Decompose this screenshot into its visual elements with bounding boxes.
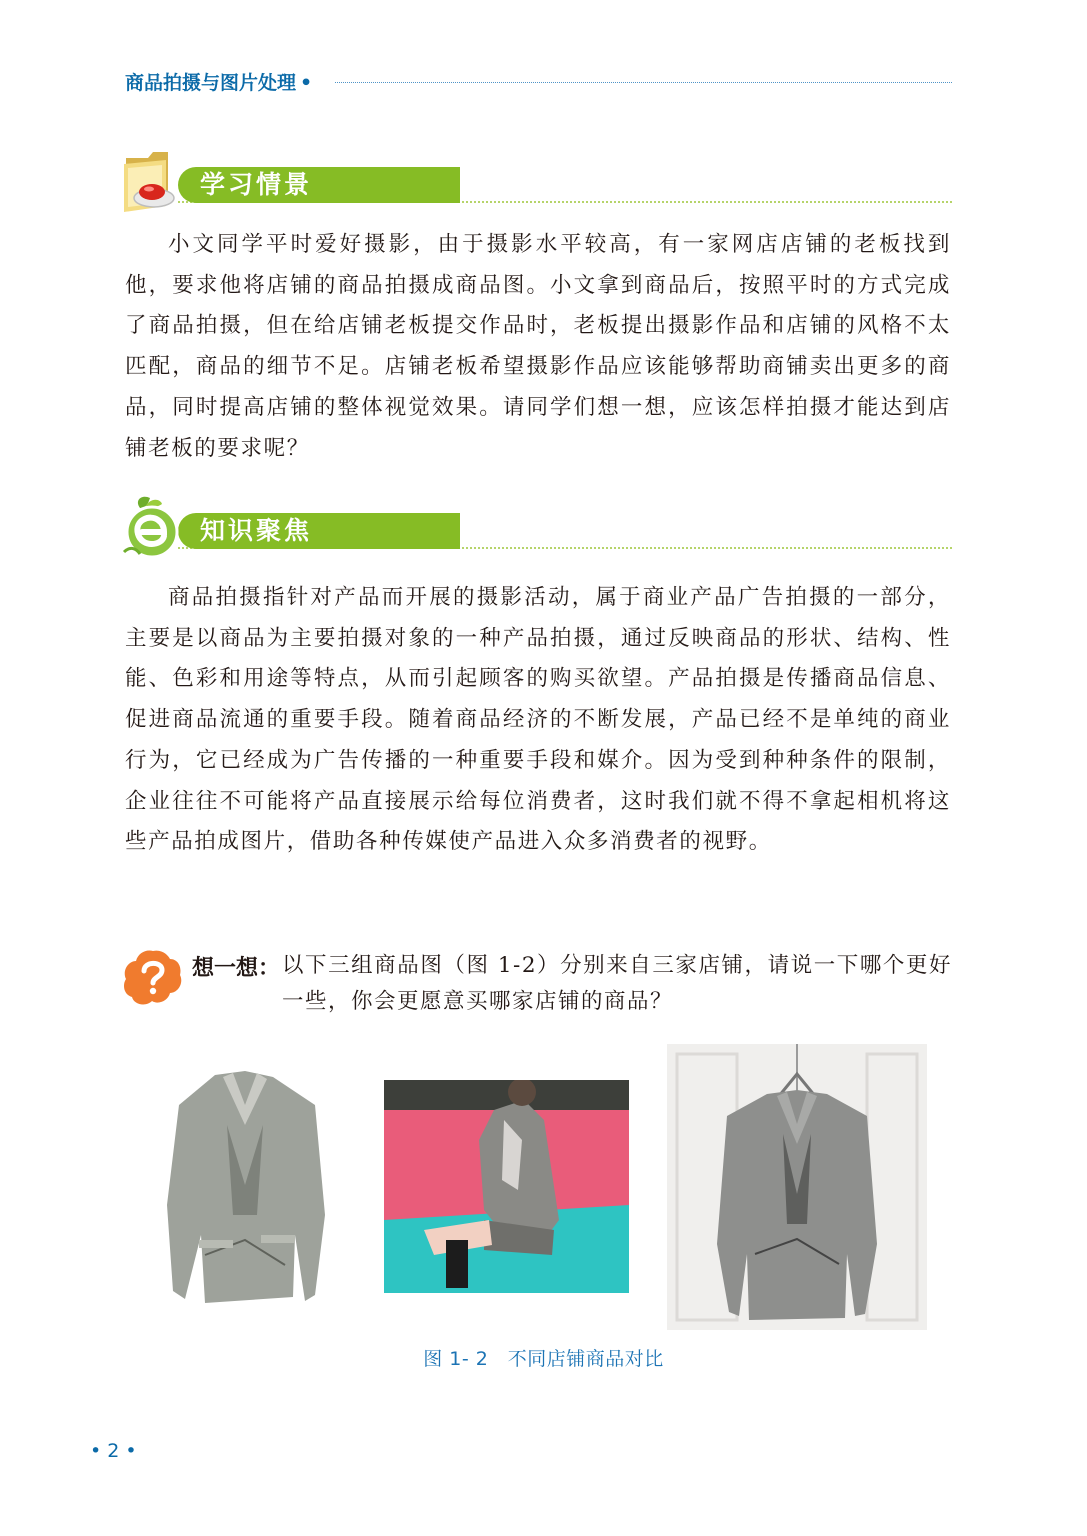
section-knowledge-title: 知识聚焦 bbox=[178, 513, 460, 549]
jacket-model-outdoor-photo bbox=[384, 1080, 629, 1293]
jacket-white-background-photo bbox=[145, 1065, 345, 1305]
page-number: • 2 • bbox=[90, 1440, 137, 1462]
running-head-title: 商品拍摄与图片处理 bbox=[125, 72, 297, 94]
section-learning-title: 学习情景 bbox=[178, 167, 460, 203]
knowledge-paragraph: 商品拍摄指针对产品而开展的摄影活动，属于商业产品广告拍摄的一部分，主要是以商品为主要拍摄对象的一种产品拍摄，通过反映商品的形状、结构、性能、色彩和用途等特点，从而引起顾客的购买欲望。产品拍摄是传播商品信息、促进商品流通的重要手段。随着商品经济的不断发展，产品已经不是单纯的商业行为，它已经成为广告传播的一种重要手段和媒介。因为受到种种条件的限制，企业往往不可能将产品直接展示给每位消费者，这时我们就不得不拿起相机将这些产品拍成图片，借助各种传媒使产品进入众多消费者的视野。 bbox=[125, 585, 951, 855]
figure-caption: 图 1- 2 不同店铺商品对比 bbox=[423, 1348, 664, 1370]
running-head-dot: • bbox=[300, 72, 313, 94]
section-knowledge-header bbox=[120, 494, 952, 564]
e-leaf-icon bbox=[120, 494, 196, 560]
section-learning-header bbox=[120, 148, 952, 218]
question-bubble-icon bbox=[122, 947, 184, 1009]
think-label: 想一想： bbox=[192, 956, 281, 981]
folder-mouse-icon bbox=[120, 148, 200, 216]
running-head-rule bbox=[335, 82, 952, 83]
hanger-scene-drawing bbox=[667, 1044, 927, 1330]
jacket-drawing-1 bbox=[145, 1065, 345, 1305]
running-head bbox=[125, 68, 312, 95]
jacket-on-hanger-photo bbox=[667, 1044, 927, 1330]
think-box bbox=[122, 945, 952, 1025]
model-scene-drawing bbox=[384, 1080, 629, 1293]
learning-paragraph: 小文同学平时爱好摄影，由于摄影水平较高，有一家网店店铺的老板找到他，要求他将店铺的商品拍摄成商品图。小文拿到商品后，按照平时的方式完成了商品拍摄，但在给店铺老板提交作品时，老板提出摄影作品和店铺的风格不太匹配，商品的细节不足。店铺老板希望摄影作品应该能够帮助商铺卖出更多的商品，同时提高店铺的整体视觉效果。请同学们想一想，应该怎样拍摄才能达到店铺老板的要求呢？ bbox=[125, 232, 951, 461]
think-text: 以下三组商品图（图 1-2）分别来自三家店铺，请说一下哪个更好一些，你会更愿意买哪家店铺的商品？ bbox=[282, 953, 952, 1014]
